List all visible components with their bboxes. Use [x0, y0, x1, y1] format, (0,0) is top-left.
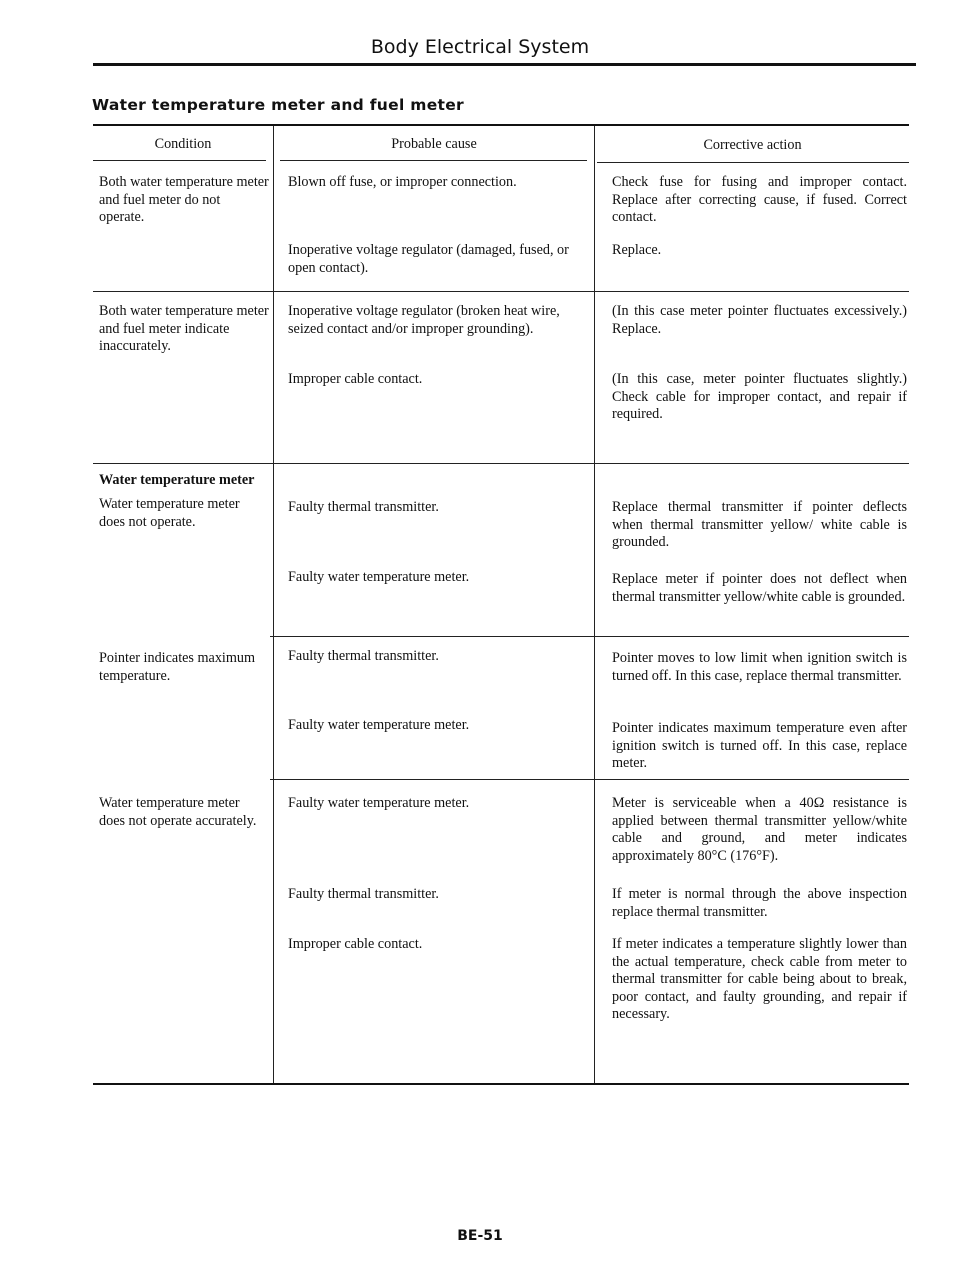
action-cell: (In this case, meter pointer fluctuates slightly.) Check cable for improper contact, and repair if required. [612, 371, 907, 422]
subsection-heading: Water temperature meter [99, 472, 255, 488]
action-cell: Replace. [612, 242, 662, 258]
cause-cell: Faulty thermal transmitter. [288, 499, 439, 515]
column-header-probable-cause: Probable cause [391, 136, 477, 152]
action-cell: Pointer indicates maximum temperature even after ignition switch is turned off. In this case, replace meter. [612, 720, 907, 771]
action-cell: If meter indicates a temperature slightly lower than the actual temperature, check cable from meter to thermal transmitter for cable being about to break, poor contact, and faulty grounding, and repair if necessary. [612, 936, 907, 1022]
page-number: BE-51 [457, 1228, 503, 1244]
action-cell: Meter is serviceable when a 40Ω resistance is applied between thermal transmitter yellow/white cable and ground, and meter indicates approximately 80°C (176°F). [612, 795, 907, 864]
condition-cell: Water temperature meter does not operate accurately. [99, 795, 257, 829]
row-divider [270, 636, 909, 637]
cause-cell: Improper cable contact. [288, 936, 423, 952]
page-header-title: Body Electrical System [370, 36, 590, 58]
cause-cell: Improper cable contact. [288, 371, 423, 387]
column-header-condition: Condition [154, 136, 212, 152]
condition-cell: Pointer indicates maximum temperature. [99, 650, 256, 684]
row-divider [93, 291, 909, 292]
action-cell: Check fuse for fusing and improper contact. Replace after correcting cause, if fused. Correct contact. [612, 174, 907, 225]
header-rule [93, 63, 916, 66]
column-divider [273, 126, 274, 1083]
section-title: Water temperature meter and fuel meter [92, 96, 464, 114]
cause-cell: Faulty thermal transmitter. [288, 886, 439, 902]
cause-cell: Faulty water temperature meter. [288, 717, 470, 733]
action-cell: Pointer moves to low limit when ignition switch is turned off. In this case, replace thermal transmitter. [612, 650, 907, 684]
cause-cell: Faulty water temperature meter. [288, 795, 470, 811]
cause-cell: Faulty water temperature meter. [288, 569, 470, 585]
cause-cell: Blown off fuse, or improper connection. [288, 174, 517, 190]
row-divider [270, 779, 909, 780]
action-cell: Replace meter if pointer does not deflect when thermal transmitter yellow/white cable is grounded. [612, 571, 907, 605]
row-divider [93, 463, 909, 464]
table-bottom-rule [93, 1083, 909, 1085]
header-bottom-rule [280, 160, 587, 161]
column-divider [594, 126, 595, 1083]
action-cell: Replace thermal transmitter if pointer deflects when thermal transmitter yellow/ white cable is grounded. [612, 499, 907, 550]
condition-cell: Water temperature meter does not operate. [99, 496, 240, 530]
condition-cell: Both water temperature meter and fuel meter do not operate. [99, 174, 269, 225]
cause-cell: Inoperative voltage regulator (damaged, fused, or open contact). [288, 242, 569, 276]
header-bottom-rule [597, 162, 909, 163]
table-top-rule [93, 124, 909, 126]
condition-cell: Both water temperature meter and fuel meter indicate inaccurately. [99, 303, 269, 354]
cause-cell: Inoperative voltage regulator (broken heat wire, seized contact and/or improper grounding). [288, 303, 560, 337]
column-header-corrective-action: Corrective action [703, 137, 802, 153]
header-bottom-rule [93, 160, 266, 161]
action-cell: If meter is normal through the above inspection replace thermal transmitter. [612, 886, 907, 920]
cause-cell: Faulty thermal transmitter. [288, 648, 439, 664]
action-cell: (In this case meter pointer fluctuates excessively.) Replace. [612, 303, 907, 337]
